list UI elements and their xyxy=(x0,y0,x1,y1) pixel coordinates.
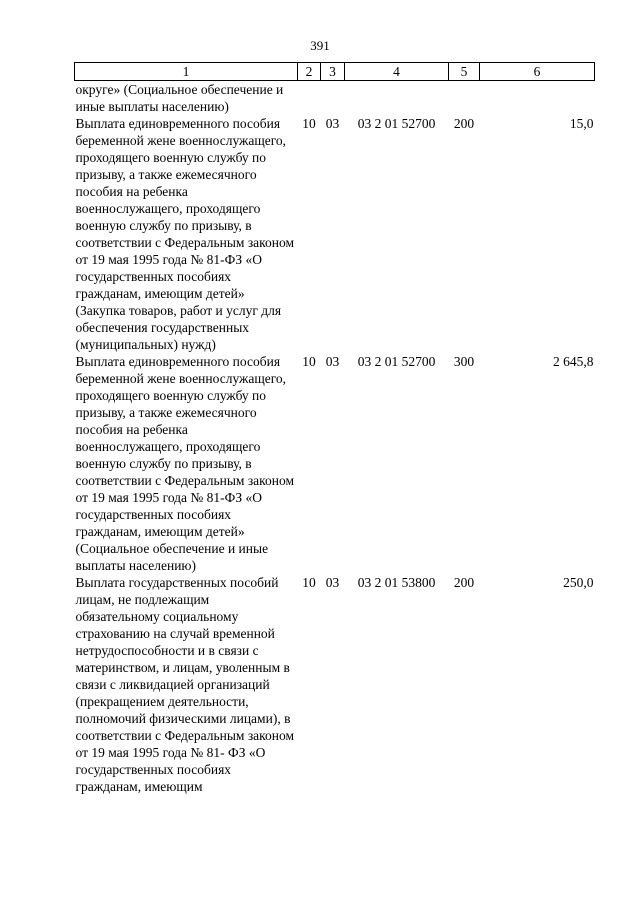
column-number-3: 3 xyxy=(321,63,345,81)
table-row xyxy=(75,574,595,795)
subsection-code: 03 xyxy=(325,116,340,131)
section-code: 10 xyxy=(302,116,316,131)
column-number-6: 6 xyxy=(480,63,595,81)
table-row xyxy=(75,81,595,116)
expense-type-code: 200 xyxy=(453,116,475,131)
column-number-row xyxy=(75,63,595,81)
subsection-code: 03 xyxy=(325,575,340,590)
page-number: 391 xyxy=(310,38,330,53)
section-code: 10 xyxy=(302,575,316,590)
target-article-code: 03 2 01 53800 xyxy=(357,575,436,590)
subsection-code: 03 xyxy=(325,354,340,369)
column-number-2: 2 xyxy=(298,63,321,81)
amount: 2 645,8 xyxy=(553,354,594,369)
amount xyxy=(480,81,595,116)
subsection-code xyxy=(321,81,345,116)
row-description: округе» (Социальное обеспечение и иные выплаты населению) xyxy=(75,82,284,114)
amount: 250,0 xyxy=(563,575,594,590)
target-article-code: 03 2 01 52700 xyxy=(357,116,436,131)
expense-type-code: 200 xyxy=(453,575,475,590)
row-description: Выплата государственных пособий лицам, не подлежащим обязательному социальному страхованию на случай временной нетрудоспособности и в связи с материнством, и лицам, уволенным в связи с ликвидацией организаций (прекращением деятельности, полномочий физическими лицами), в соответствии с Федеральным законом от 19 мая 1995 года № 81- ФЗ «О государственных пособиях гражданам, имеющим xyxy=(75,575,295,794)
section-code: 10 xyxy=(302,354,316,369)
column-number-5: 5 xyxy=(449,63,480,81)
target-article-code: 03 2 01 52700 xyxy=(357,354,436,369)
row-description: Выплата единовременного пособия беременной жене военнослужащего, проходящего военную службу по призыву, а также ежемесячного пособия на ребенка военнослужащего, проходящего военную службу по призыву, в соответствии с Федеральным законом от 19 мая 1995 года № 81-ФЗ «О государственных пособиях гражданам, имеющим детей» (Социальное обеспечение и иные выплаты населению) xyxy=(75,354,295,573)
expense-type-code xyxy=(449,81,480,116)
table-row xyxy=(75,353,595,574)
column-number-1: 1 xyxy=(75,63,298,81)
budget-table xyxy=(74,62,595,795)
expense-type-code: 300 xyxy=(453,354,475,369)
section-code xyxy=(298,81,321,116)
column-number-4: 4 xyxy=(345,63,449,81)
row-description: Выплата единовременного пособия беременной жене военнослужащего, проходящего военную службу по призыву, а также ежемесячного пособия на ребенка военнослужащего, проходящего военную службу по призыву, в соответствии с Федеральным законом от 19 мая 1995 года № 81-ФЗ «О государственных пособиях гражданам, имеющим детей» (Закупка товаров, работ и услуг для обеспечения государственных (муниципальных) нужд) xyxy=(75,116,295,352)
table-row xyxy=(75,115,595,353)
amount: 15,0 xyxy=(569,116,594,131)
target-article-code xyxy=(345,81,449,116)
